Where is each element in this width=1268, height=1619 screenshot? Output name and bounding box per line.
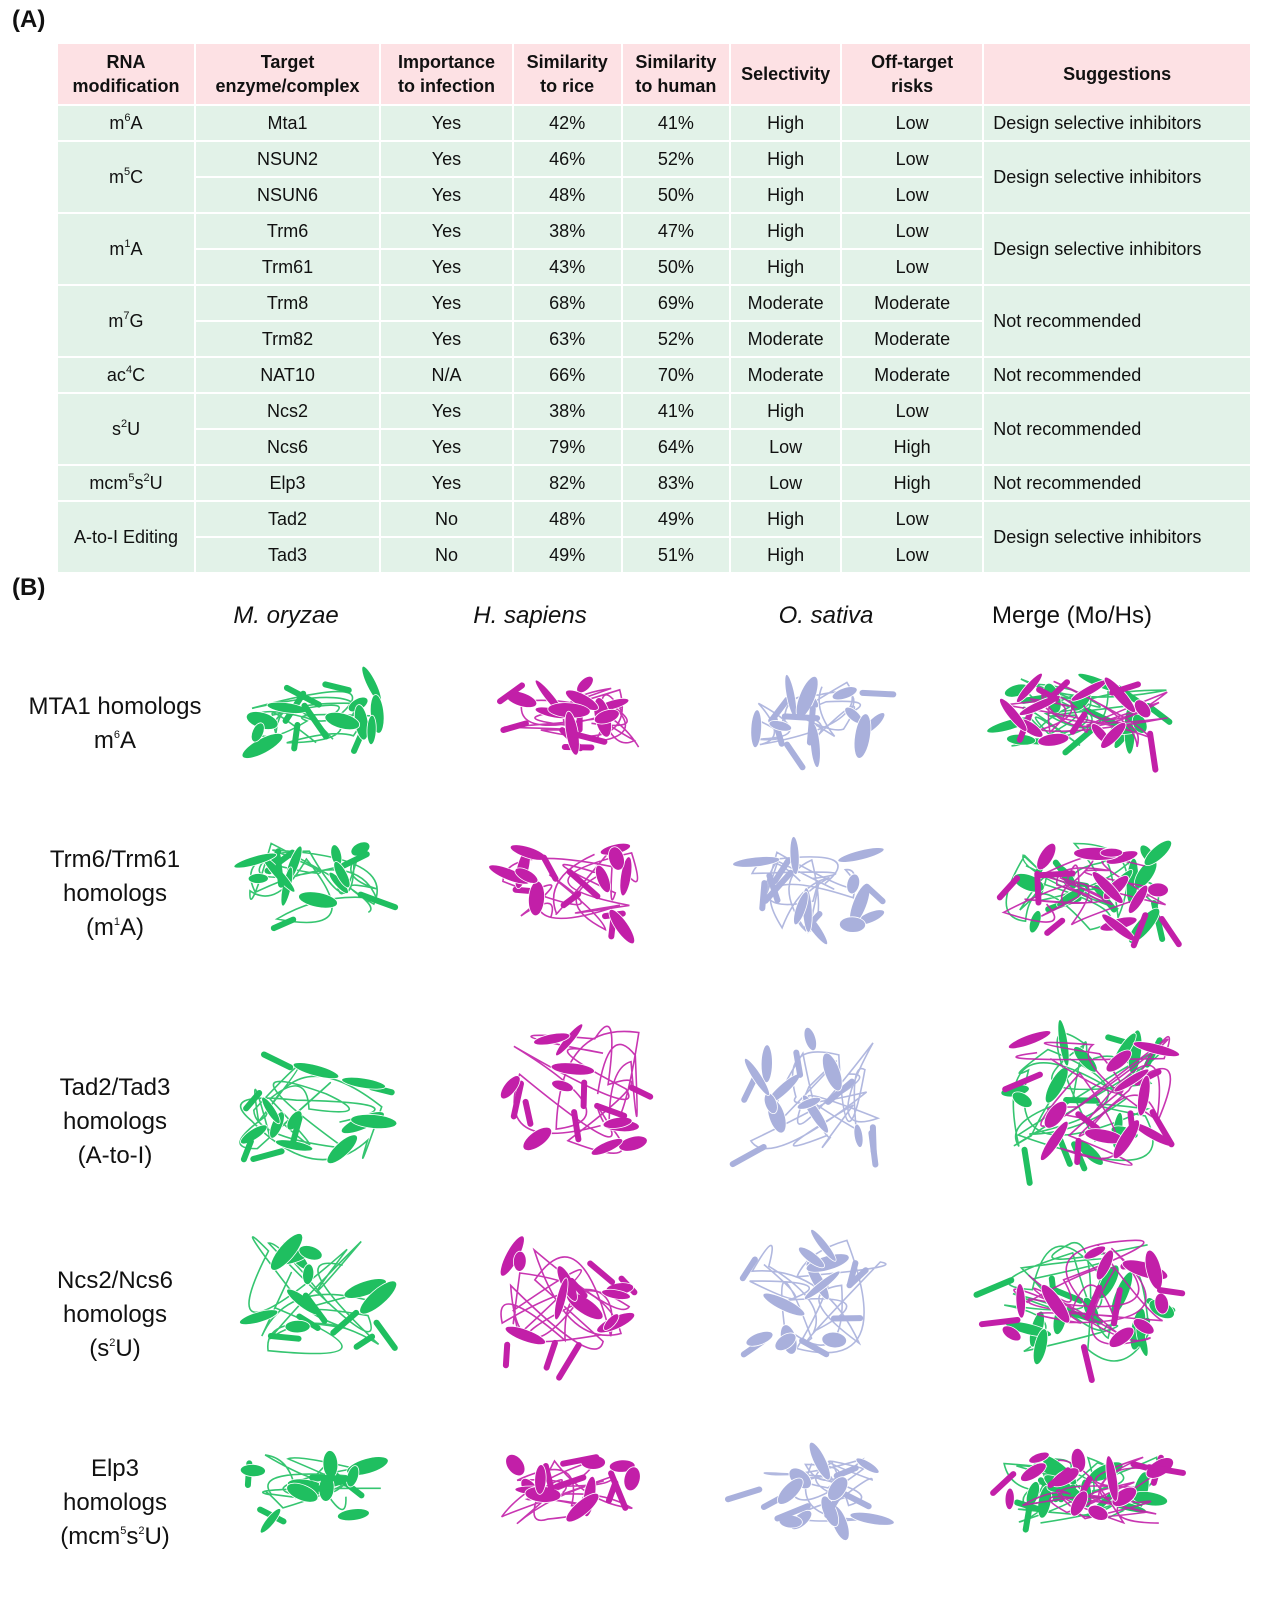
beta-strand: [271, 1336, 299, 1339]
alpha-helix: [502, 1451, 529, 1480]
structure-h-sapiens: [455, 812, 685, 962]
cell-rna-modification: [58, 106, 194, 140]
structure-m-oryzae: [195, 655, 435, 775]
mod-tail: C: [132, 364, 146, 385]
cell-sim-human: 83%: [623, 466, 730, 500]
cell-sim-rice: 63%: [514, 322, 621, 356]
cell-target: Trm8: [196, 286, 379, 320]
cell-sim-rice: 79%: [514, 430, 621, 464]
beta-strand: [1025, 1150, 1030, 1183]
cell-target: Elp3: [196, 466, 379, 500]
mod-superscript: 2: [120, 417, 128, 430]
beta-strand: [733, 1147, 764, 1164]
cell-sim-human: 52%: [623, 142, 730, 176]
structure-h-sapiens: [455, 990, 685, 1200]
mod-superscript: 6: [124, 111, 131, 124]
structure-merge: [945, 1200, 1225, 1390]
cell-sim-human: 64%: [623, 430, 730, 464]
cell-sim-human: 52%: [623, 322, 730, 356]
mod-base: m: [108, 166, 124, 187]
cell-target: Ncs6: [196, 430, 379, 464]
beta-strand: [785, 716, 817, 718]
cell-selectivity: High: [731, 178, 840, 212]
mod-base: mcm: [89, 472, 129, 493]
label-line: [20, 877, 210, 911]
label-line: [20, 1105, 210, 1139]
cell-importance: Yes: [381, 250, 512, 284]
label-text: homologs: [62, 1108, 168, 1135]
beta-strand: [1131, 1113, 1133, 1134]
beta-strand: [796, 1053, 800, 1075]
cell-risk: Low: [842, 394, 982, 428]
label-text: U): [115, 1335, 141, 1362]
alpha-helix: [792, 674, 823, 721]
cell-sim-rice: 49%: [514, 538, 621, 572]
structure-h-sapiens: [455, 1430, 685, 1550]
cell-selectivity: Moderate: [731, 358, 840, 392]
cell-suggestion: Not recommended: [984, 466, 1250, 500]
label-superscript: 1: [113, 916, 121, 928]
structure-row-label: [20, 843, 210, 945]
cell-selectivity: Moderate: [731, 286, 840, 320]
beta-strand: [590, 1264, 612, 1283]
alpha-helix: [341, 1075, 386, 1092]
mod-superscript: 1: [124, 237, 131, 250]
table-row: [58, 214, 1250, 248]
cell-selectivity: High: [731, 214, 840, 248]
table-row: [58, 394, 1250, 428]
structure-row-label: [20, 690, 210, 758]
cell-target: NSUN2: [196, 142, 379, 176]
alpha-helix: [592, 863, 613, 894]
alpha-helix: [1100, 848, 1123, 857]
alpha-helix: [750, 709, 763, 748]
label-line: [20, 1332, 210, 1366]
cell-target: Trm61: [196, 250, 379, 284]
mod-tail: A: [130, 112, 143, 133]
alpha-helix: [789, 836, 800, 875]
cell-suggestion: Design selective inhibitors: [984, 214, 1250, 284]
beta-strand: [294, 725, 297, 748]
cell-selectivity: Moderate: [731, 322, 840, 356]
beta-strand: [787, 745, 803, 768]
structure-h-sapiens: [455, 1200, 685, 1390]
cell-rna-modification: [58, 394, 194, 464]
cell-selectivity: High: [731, 538, 840, 572]
structure-o-sativa: [705, 812, 925, 962]
cell-sim-human: 50%: [623, 250, 730, 284]
structure-row-label: [20, 1264, 210, 1366]
alpha-helix: [527, 880, 545, 916]
cell-importance: Yes: [381, 286, 512, 320]
header-rna-modification: RNA modification: [58, 44, 194, 104]
cell-risk: High: [842, 466, 982, 500]
structure-row-label: [20, 1452, 210, 1554]
label-line: MTA1 homologs: [28, 693, 202, 720]
cell-sim-human: 41%: [623, 394, 730, 428]
cell-sim-human: 70%: [623, 358, 730, 392]
cell-risk: Low: [842, 214, 982, 248]
beta-strand: [1065, 730, 1091, 752]
label-line: [20, 724, 210, 758]
cell-sim-rice: 43%: [514, 250, 621, 284]
beta-strand: [762, 883, 764, 908]
alpha-helix: [285, 1320, 310, 1333]
beta-strand: [253, 1151, 281, 1159]
header-target: Target enzyme/complex: [196, 44, 379, 104]
cell-sim-human: 47%: [623, 214, 730, 248]
alpha-helix: [831, 684, 859, 703]
alpha-helix: [818, 1051, 846, 1094]
cell-suggestion: Not recommended: [984, 286, 1250, 356]
label-line: [20, 1139, 210, 1173]
panel-a-label: (A): [12, 6, 46, 33]
mod-tail: A: [130, 238, 143, 259]
cell-target: Tad3: [196, 538, 379, 572]
cell-rna-modification: [58, 286, 194, 356]
cell-suggestion: Not recommended: [984, 394, 1250, 464]
alpha-helix: [821, 1331, 847, 1349]
beta-strand: [278, 856, 281, 884]
table-row: [58, 358, 1250, 392]
cell-risk: Moderate: [842, 286, 982, 320]
table-row: [58, 286, 1250, 320]
structure-m-oryzae: [195, 1430, 435, 1550]
rna-modification-table: [56, 42, 1252, 574]
mod-base: m: [109, 112, 125, 133]
header-importance: Importance to infection: [381, 44, 512, 104]
mod-base: ac: [106, 364, 126, 385]
cell-rna-modification: [58, 142, 194, 212]
cell-risk: Low: [842, 250, 982, 284]
cell-importance: No: [381, 538, 512, 572]
structure-m-oryzae: [195, 990, 435, 1200]
mod-tail: C: [130, 166, 144, 187]
structure-m-oryzae: [195, 1200, 435, 1390]
column-m-oryzae: M. oryzae: [233, 602, 339, 629]
cell-sim-human: 50%: [623, 178, 730, 212]
table-row: [58, 106, 1250, 140]
cell-sim-rice: 42%: [514, 106, 621, 140]
beta-strand: [506, 1345, 507, 1366]
cell-sim-rice: 68%: [514, 286, 621, 320]
label-superscript: 6: [113, 729, 121, 741]
beta-strand: [1066, 1100, 1097, 1101]
cell-sim-rice: 48%: [514, 502, 621, 536]
structure-merge: [945, 1430, 1225, 1550]
mod-base: m: [108, 310, 124, 331]
structure-merge: [945, 655, 1225, 775]
cell-rna-modification: [58, 214, 194, 284]
column-o-sativa: O. sativa: [778, 602, 874, 629]
label-text: U): [144, 1523, 170, 1550]
label-text: m: [93, 727, 114, 754]
cell-suggestion: Design selective inhibitors: [984, 142, 1250, 212]
beta-strand: [1077, 1141, 1078, 1162]
label-line: Ncs2/Ncs6: [56, 1267, 174, 1294]
structure-o-sativa: [705, 990, 925, 1200]
structure-h-sapiens: [455, 655, 685, 775]
cell-importance: Yes: [381, 214, 512, 248]
table-header-row: [58, 44, 1250, 104]
beta-strand: [1000, 878, 1017, 897]
beta-strand: [547, 1343, 555, 1368]
structure-m-oryzae: [195, 812, 435, 962]
structure-row-label: [20, 1071, 210, 1173]
alpha-helix: [240, 1464, 266, 1478]
beta-strand: [503, 724, 526, 731]
cell-sim-rice: 38%: [514, 394, 621, 428]
cell-sim-human: 49%: [623, 502, 730, 536]
alpha-helix: [837, 845, 886, 866]
beta-strand: [357, 1337, 373, 1347]
label-line: Tad2/Tad3: [59, 1074, 171, 1101]
alpha-helix: [238, 1307, 279, 1328]
beta-strand: [1160, 1290, 1182, 1293]
cell-rna-modification: [58, 466, 194, 500]
cell-suggestion: Design selective inhibitors: [984, 106, 1250, 140]
label-line: [20, 1486, 210, 1520]
cell-suggestion: Not recommended: [984, 358, 1250, 392]
cell-importance: Yes: [381, 394, 512, 428]
cell-sim-human: 41%: [623, 106, 730, 140]
column-merge: Merge (Mo/Hs): [991, 602, 1153, 629]
label-text: s: [126, 1523, 139, 1550]
table-row: [58, 466, 1250, 500]
beta-strand: [325, 684, 349, 690]
structure-o-sativa: [705, 1200, 925, 1390]
cell-sim-rice: 82%: [514, 466, 621, 500]
cell-target: Ncs2: [196, 394, 379, 428]
cell-rna-modification: [58, 358, 194, 392]
cell-importance: Yes: [381, 178, 512, 212]
alpha-helix: [366, 715, 376, 745]
cell-risk: Low: [842, 502, 982, 536]
table-row: [58, 142, 1250, 176]
label-text: homologs: [62, 880, 168, 907]
beta-strand: [1150, 734, 1155, 770]
label-line: Elp3: [90, 1455, 140, 1482]
cell-selectivity: Low: [731, 466, 840, 500]
header-similarity-rice: Similarity to rice: [514, 44, 621, 104]
label-superscript: 2: [138, 1525, 145, 1537]
cell-importance: Yes: [381, 106, 512, 140]
beta-strand: [264, 1055, 290, 1068]
label-text: A: [120, 727, 137, 754]
beta-strand: [1040, 873, 1073, 875]
beta-strand: [377, 1323, 395, 1348]
structure-o-sativa: [705, 655, 925, 775]
cell-target: Tad2: [196, 502, 379, 536]
cell-target: NAT10: [196, 358, 379, 392]
panel-b-label: (B): [12, 574, 46, 601]
cell-risk: Low: [842, 538, 982, 572]
mod-base: m: [109, 238, 125, 259]
mod-tail: U: [127, 418, 141, 439]
cell-selectivity: High: [731, 394, 840, 428]
cell-importance: Yes: [381, 466, 512, 500]
structure-merge: [945, 990, 1225, 1200]
cell-risk: Low: [842, 178, 982, 212]
beta-strand: [837, 1468, 856, 1476]
beta-strand: [287, 688, 319, 705]
alpha-helix: [1007, 1027, 1053, 1052]
cell-target: Trm6: [196, 214, 379, 248]
label-line: [20, 911, 210, 945]
cell-importance: No: [381, 502, 512, 536]
beta-strand: [982, 1320, 1018, 1324]
cell-target: Mta1: [196, 106, 379, 140]
alpha-helix: [802, 1026, 819, 1052]
beta-strand: [863, 693, 894, 695]
beta-strand: [609, 1483, 616, 1501]
label-text: A): [120, 914, 145, 941]
header-similarity-human: Similarity to human: [623, 44, 730, 104]
label-line: [20, 1298, 210, 1332]
mod-tail: U: [149, 472, 163, 493]
label-line: [20, 1520, 210, 1554]
table-row: [58, 502, 1250, 536]
structure-o-sativa: [705, 1430, 925, 1550]
mod-superscript: 5: [123, 165, 131, 178]
beta-strand: [559, 1345, 579, 1378]
column-h-sapiens: H. sapiens: [473, 602, 587, 629]
label-text: (s: [89, 1335, 110, 1362]
cell-sim-rice: 48%: [514, 178, 621, 212]
cell-sim-rice: 46%: [514, 142, 621, 176]
beta-strand: [574, 1112, 578, 1139]
beta-strand: [744, 1079, 754, 1100]
beta-strand: [1037, 874, 1038, 903]
structure-merge: [945, 812, 1225, 962]
alpha-helix: [297, 889, 339, 911]
cell-risk: Low: [842, 106, 982, 140]
cell-risk: High: [842, 430, 982, 464]
beta-strand: [873, 1127, 874, 1151]
beta-strand: [274, 920, 293, 929]
label-text: homologs: [62, 1489, 168, 1516]
cell-selectivity: Low: [731, 430, 840, 464]
cell-target: Trm82: [196, 322, 379, 356]
alpha-helix: [768, 718, 793, 733]
cell-sim-rice: 66%: [514, 358, 621, 392]
cell-risk: Moderate: [842, 322, 982, 356]
mod-base: A-to-I Editing: [73, 526, 179, 547]
mod-superscript: 4: [125, 363, 133, 376]
label-text: (mcm: [60, 1523, 121, 1550]
header-off-target: Off-target risks: [842, 44, 982, 104]
cell-target: NSUN6: [196, 178, 379, 212]
cell-importance: Yes: [381, 322, 512, 356]
mod-superscript: 5: [128, 471, 135, 484]
alpha-helix: [853, 1123, 865, 1148]
cell-selectivity: High: [731, 106, 840, 140]
cell-selectivity: High: [731, 142, 840, 176]
mod-base: s: [111, 418, 121, 439]
beta-strand: [584, 1083, 585, 1107]
cell-sim-human: 69%: [623, 286, 730, 320]
beta-strand: [526, 1102, 531, 1124]
label-text: homologs: [62, 1301, 168, 1328]
mod-superscript: 2: [143, 471, 150, 484]
cell-risk: Low: [842, 142, 982, 176]
cell-importance: N/A: [381, 358, 512, 392]
alpha-helix: [1147, 883, 1168, 897]
beta-strand: [312, 1478, 349, 1479]
cell-importance: Yes: [381, 142, 512, 176]
cell-suggestion: Design selective inhibitors: [984, 502, 1250, 572]
alpha-helix: [550, 1078, 574, 1094]
alpha-helix: [248, 873, 268, 883]
label-superscript: 2: [109, 1337, 116, 1349]
cell-selectivity: High: [731, 250, 840, 284]
cell-rna-modification: [58, 502, 194, 572]
label-superscript: 5: [120, 1525, 127, 1537]
alpha-helix: [849, 1510, 895, 1528]
alpha-helix: [519, 1123, 555, 1155]
mod-superscript: 7: [123, 309, 130, 322]
cell-sim-human: 51%: [623, 538, 730, 572]
label-text: (A-to-I): [77, 1142, 153, 1169]
beta-strand: [1026, 1507, 1030, 1530]
beta-strand: [810, 709, 813, 743]
cell-risk: Moderate: [842, 358, 982, 392]
cell-selectivity: High: [731, 502, 840, 536]
cell-importance: Yes: [381, 430, 512, 464]
mod-tail: s: [134, 472, 144, 493]
header-selectivity: Selectivity: [731, 44, 840, 104]
label-text: (m: [85, 914, 114, 941]
label-line: Trm6/Trm61: [49, 846, 181, 873]
alpha-helix: [1005, 1488, 1015, 1510]
mod-tail: G: [129, 310, 144, 331]
header-suggestions: Suggestions: [984, 44, 1250, 104]
cell-sim-rice: 38%: [514, 214, 621, 248]
beta-strand: [728, 1490, 759, 1500]
beta-strand: [977, 1280, 1012, 1295]
